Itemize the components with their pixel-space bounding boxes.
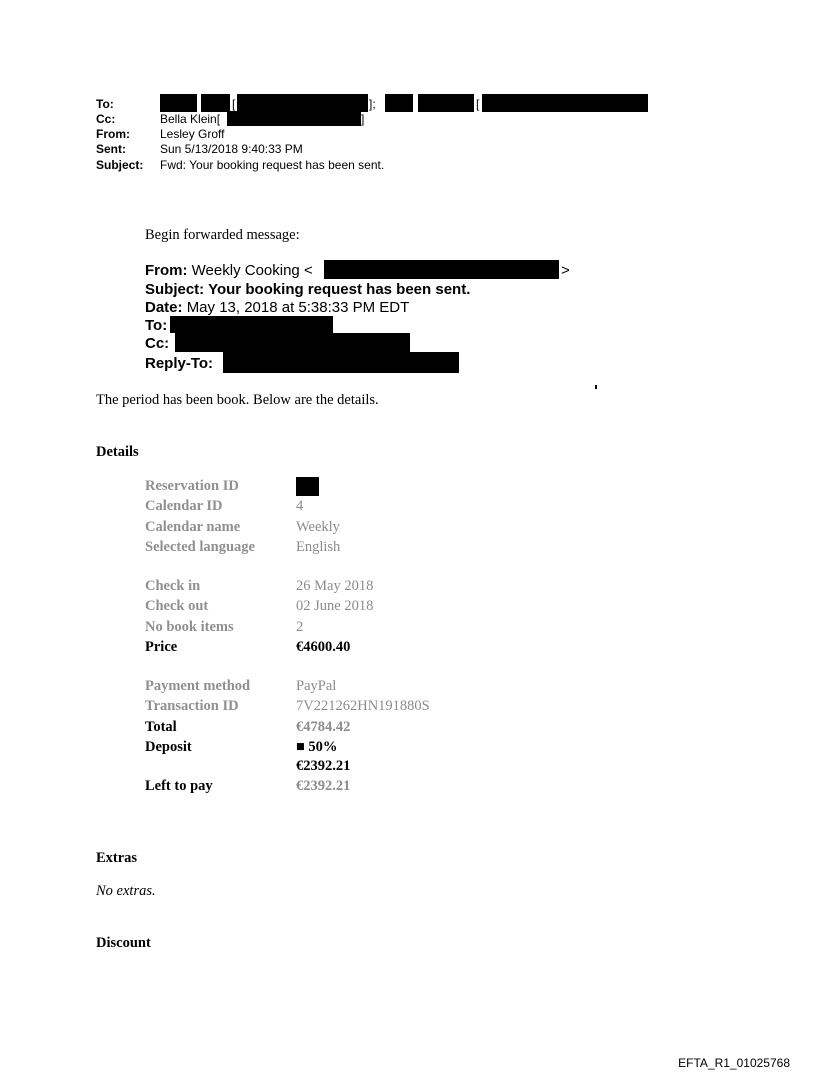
redaction-bar [385,94,413,112]
fwd-subject-value: Your booking request has been sent. [208,281,471,298]
calendar-id-label: Calendar ID [145,498,223,514]
redaction-bar [237,94,368,112]
bracket-open: [ [232,97,236,111]
payment-method-label: Payment method [145,678,251,694]
discount-heading: Discount [96,935,151,951]
price-label: Price [145,639,178,655]
extras-text: No extras. [96,883,156,899]
no-book-items-label: No book items [145,619,234,635]
speck-mark [595,385,597,389]
fwd-replyto-label: Reply-To: [145,355,214,372]
details-heading: Details [96,444,139,460]
to-label: To: [96,97,114,111]
no-book-items-value: 2 [296,619,304,635]
fwd-subject-line [145,281,470,298]
cc-label: Cc: [96,112,116,126]
bracket-close: ] [361,112,365,126]
from-value: Lesley Groff [160,127,225,141]
calendar-id-value: 4 [296,498,304,514]
transaction-id-label: Transaction ID [145,698,239,714]
redaction-bar [418,94,474,112]
fwd-subject-label: Subject: [145,281,205,298]
selected-language-value: English [296,539,341,555]
left-to-pay-value: €2392.21 [296,778,351,794]
extras-heading: Extras [96,850,138,866]
intro-text: The period has been book. Below are the details. [96,392,379,408]
redaction-bar [201,94,230,112]
check-out-label: Check out [145,598,209,614]
fwd-date-label: Date: [145,299,183,316]
fwd-from-line [145,262,313,279]
left-to-pay-label: Left to pay [145,778,213,794]
document-id-footer: EFTA_R1_01025768 [678,1056,790,1070]
redaction-bar [170,316,333,333]
selected-language-label: Selected language [145,539,255,555]
deposit-amount: €2392.21 [296,758,351,774]
sent-label: Sent: [96,142,126,156]
redaction-bar [223,352,459,373]
fwd-date-value: May 13, 2018 at 5:38:33 PM EDT [186,299,410,316]
redaction-bar [227,111,361,126]
bracket-open: [ [476,97,480,111]
total-value: €4784.42 [296,719,351,735]
transaction-id-value: 7V221262HN191880S [296,698,430,714]
fwd-date-line [145,299,409,316]
redaction-bar [175,333,410,352]
total-label: Total [145,719,177,735]
fwd-from-close: > [561,262,570,279]
deposit-label: Deposit [145,739,192,755]
fwd-to-label: To: [145,317,168,334]
fwd-from-label: From: [145,262,188,279]
forwarded-intro: Begin forwarded message: [145,227,300,243]
check-out-value: 02 June 2018 [296,598,374,614]
redaction-bar [324,260,559,279]
check-in-value: 26 May 2018 [296,578,374,594]
check-in-label: Check in [145,578,201,594]
cc-value: Bella Klein[ [160,112,221,126]
bracket-close: ]; [369,97,376,111]
fwd-from-value: Weekly Cooking < [191,262,313,279]
fwd-cc-label: Cc: [145,335,170,352]
payment-method-value: PayPal [296,678,337,694]
redaction-bar [296,477,319,496]
reservation-id-label: Reservation ID [145,478,239,494]
redaction-bar [160,94,197,112]
calendar-name-label: Calendar name [145,519,241,535]
deposit-percent: ■ 50% [296,739,338,755]
redaction-bar [482,94,648,112]
price-value: €4600.40 [296,639,351,655]
subject-value: Fwd: Your booking request has been sent. [160,158,385,172]
subject-label: Subject: [96,158,144,172]
from-label: From: [96,127,130,141]
calendar-name-value: Weekly [296,519,340,535]
sent-value: Sun 5/13/2018 9:40:33 PM [160,142,303,156]
